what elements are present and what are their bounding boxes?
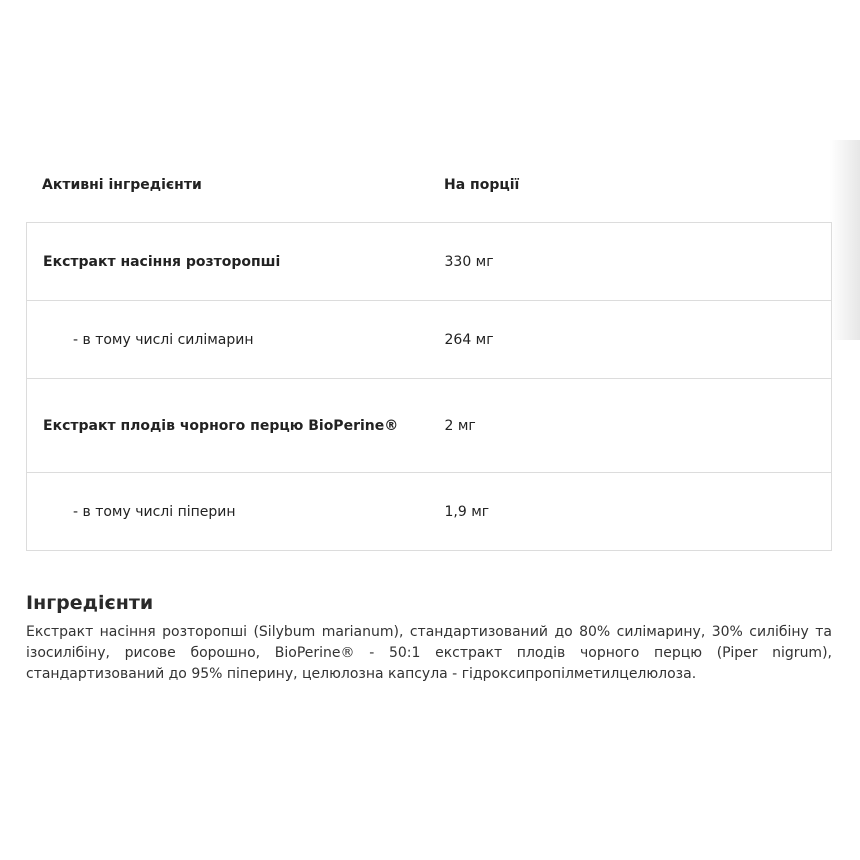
right-edge-shadow bbox=[830, 140, 860, 340]
ingredient-amount: 1,9 мг bbox=[429, 473, 832, 551]
table-header bbox=[26, 148, 832, 222]
header-active-ingredients: Активні інгредієнти bbox=[42, 177, 202, 193]
active-ingredients-table bbox=[26, 222, 832, 551]
ingredients-text: Екстракт насіння розторопші (Silybum marianum), стандартизований до 80% силімарину, 30% силібіну та ізосилібіну, рисове борошно, BioPerine® - 50:1 екстракт плодів чорного перцю (Piper nigrum), стандартизований до 95% піперину, целюлозна капсула - гідроксипропілметилцелюлоза. bbox=[26, 624, 832, 682]
ingredient-amount: 2 мг bbox=[429, 379, 832, 473]
active-ingredients-panel bbox=[26, 148, 832, 551]
ingredient-name: - в тому числі піперин bbox=[27, 473, 429, 551]
ingredient-name: Екстракт плодів чорного перцю BioPerine® bbox=[27, 379, 429, 473]
table-row bbox=[27, 223, 832, 301]
table-row bbox=[27, 473, 832, 551]
table-row bbox=[27, 301, 832, 379]
ingredient-name: Екстракт насіння розторопші bbox=[27, 223, 429, 301]
ingredient-amount: 264 мг bbox=[429, 301, 832, 379]
table-row bbox=[27, 379, 832, 473]
header-per-serving: На порції bbox=[444, 177, 520, 193]
ingredient-amount: 330 мг bbox=[429, 223, 832, 301]
ingredient-name: - в тому числі силімарин bbox=[27, 301, 429, 379]
ingredients-heading: Інгредієнти bbox=[26, 592, 154, 614]
